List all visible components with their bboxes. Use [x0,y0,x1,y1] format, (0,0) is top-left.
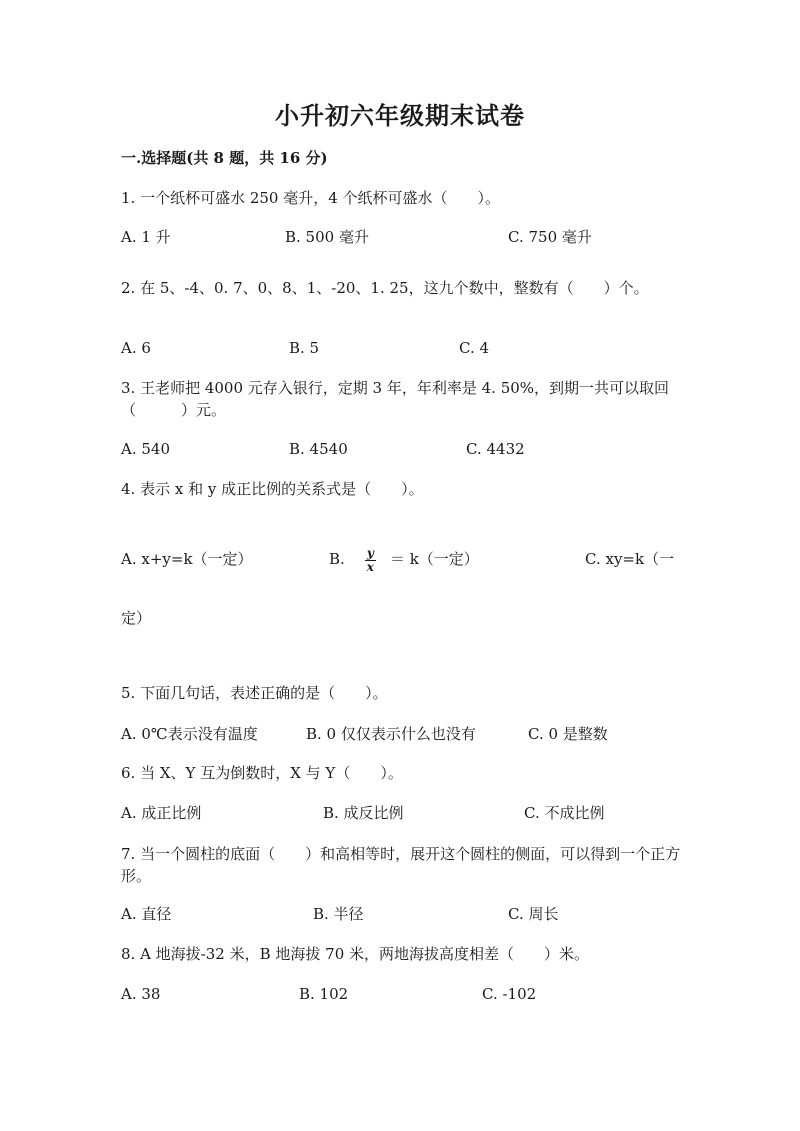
question-3: 3. 王老师把 4000 元存入银行，定期 3 年，年利率是 4. 50%，到期一共可以取回（ ）元。 [121,379,670,419]
q4-option-c-continued: 定） [121,609,152,627]
q6-option-c[interactable]: C. 不成比例 [524,804,605,822]
q4-option-a[interactable]: A. x+y=k（一定） [121,550,253,568]
question-6: 6. 当 X、Y 互为倒数时，X 与 Y（ ）。 [121,764,403,782]
q2-option-a[interactable]: A. 6 [121,339,151,357]
q2-option-b[interactable]: B. 5 [289,339,320,357]
fraction-denominator: x [366,559,374,574]
q3-option-c[interactable]: C. 4432 [466,440,525,458]
fraction-numerator: y [366,545,374,560]
section-heading: 一.选择题(共 8 题，共 16 分) [121,149,328,167]
q3-option-b[interactable]: B. 4540 [289,440,348,458]
q8-option-a[interactable]: A. 38 [121,985,161,1003]
q7-option-b[interactable]: B. 半径 [313,905,364,923]
q1-option-c[interactable]: C. 750 毫升 [508,228,592,246]
q3-option-a[interactable]: A. 540 [121,440,170,458]
q1-option-b[interactable]: B. 500 毫升 [285,228,369,246]
q7-option-a[interactable]: A. 直径 [121,905,172,923]
fraction-y-over-x [365,547,376,574]
q1-option-a[interactable]: A. 1 升 [121,228,171,246]
q4-option-b-rest: ＝ k（一定） [389,550,479,568]
q4-option-b-label: B. [329,550,345,568]
q8-option-b[interactable]: B. 102 [299,985,349,1003]
q7-option-c[interactable]: C. 周长 [508,905,559,923]
q5-option-b[interactable]: B. 0 仅仅表示什么也没有 [306,725,476,743]
q4-option-b[interactable] [329,538,479,580]
q5-option-c[interactable]: C. 0 是整数 [528,725,608,743]
page-title: 小升初六年级期末试卷 [275,101,525,130]
question-2: 2. 在 5、-4、0. 7、0、8、1、-20、1. 25，这九个数中，整数有（ ）个。 [121,279,649,297]
q4-option-c[interactable]: C. xy=k（一 [585,550,675,568]
question-1: 1. 一个纸杯可盛水 250 毫升，4 个纸杯可盛水（ ）。 [121,189,501,207]
question-7: 7. 当一个圆柱的底面（ ）和高相等时，展开这个圆柱的侧面，可以得到一个正方形。 [121,845,681,885]
question-8: 8. A 地海拔-32 米，B 地海拔 70 米，两地海拔高度相差（ ）米。 [121,945,590,963]
q6-option-b[interactable]: B. 成反比例 [323,804,404,822]
q2-option-c[interactable]: C. 4 [459,339,490,357]
question-4: 4. 表示 x 和 y 成正比例的关系式是（ ）。 [121,480,424,498]
q6-option-a[interactable]: A. 成正比例 [121,804,202,822]
q5-option-a[interactable]: A. 0℃表示没有温度 [121,725,258,743]
q8-option-c[interactable]: C. -102 [482,985,537,1003]
question-5: 5. 下面几句话，表述正确的是（ ）。 [121,684,388,702]
